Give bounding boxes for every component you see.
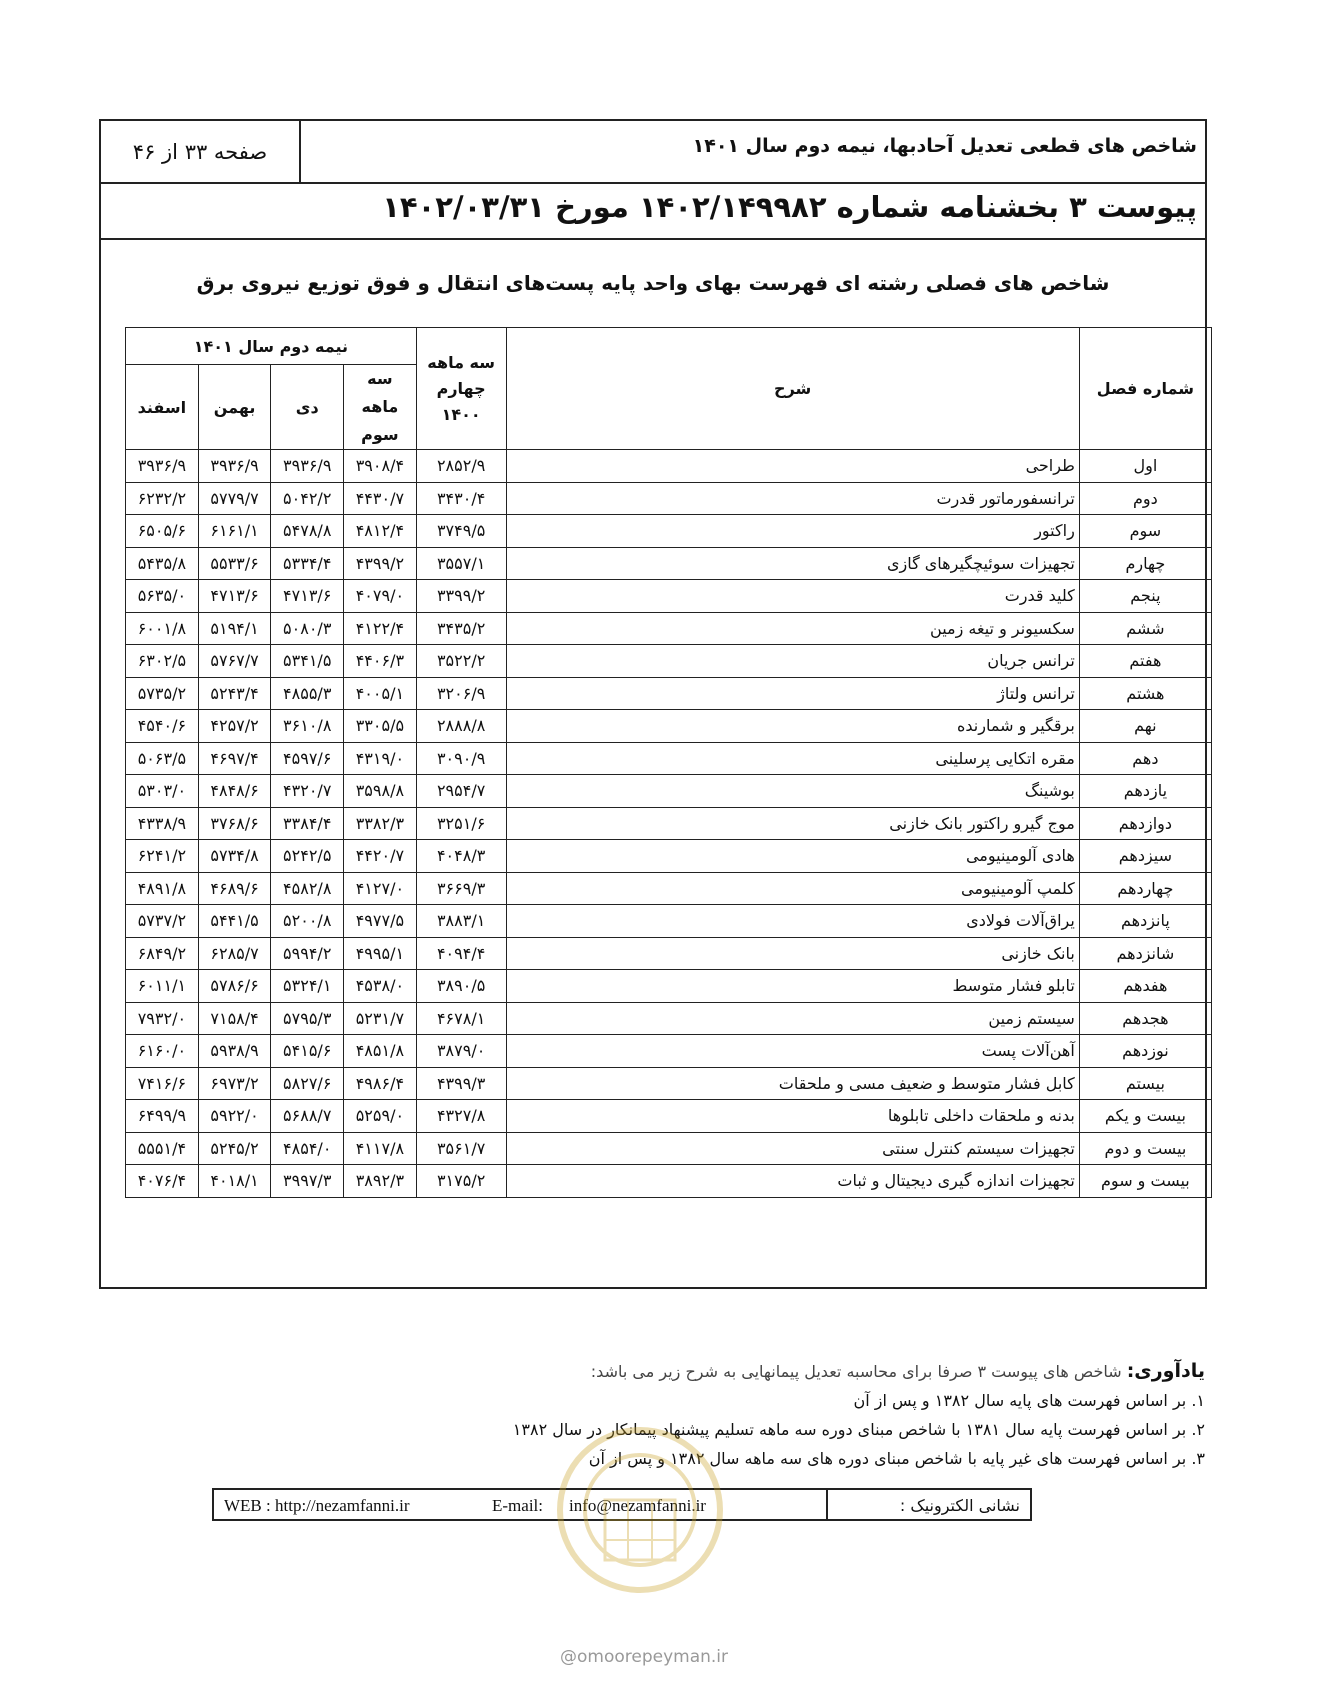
dey-cell: ۵۹۹۴/۲ — [271, 937, 344, 970]
bahman-cell: ۵۷۸۶/۶ — [198, 970, 271, 1003]
dey-cell: ۵۷۹۵/۳ — [271, 1002, 344, 1035]
q4-1400-cell: ۴۳۲۷/۸ — [416, 1100, 506, 1133]
q3-1401-cell: ۴۳۱۹/۰ — [344, 742, 417, 775]
bahman-cell: ۶۹۷۳/۲ — [198, 1067, 271, 1100]
dey-cell: ۳۹۳۶/۹ — [271, 450, 344, 483]
q3-1401-cell: ۴۱۲۲/۴ — [344, 612, 417, 645]
reminder-text: شاخص های پیوست ۳ صرفا برای محاسبه تعدیل پیمانهایی به شرح زیر می باشد: — [590, 1362, 1127, 1381]
q4-1400-cell: ۳۲۰۶/۹ — [416, 677, 506, 710]
q3-1401-cell: ۴۱۱۷/۸ — [344, 1132, 417, 1165]
chapter-number-cell: چهارم — [1079, 547, 1211, 580]
esfand-cell: ۵۳۰۳/۰ — [126, 775, 199, 808]
chapter-number-cell: دهم — [1079, 742, 1211, 775]
chapter-number-cell: پنجم — [1079, 580, 1211, 613]
table-row — [126, 970, 1212, 1003]
table-row — [126, 905, 1212, 938]
q3-1401-cell: ۴۸۵۱/۸ — [344, 1035, 417, 1068]
table-row — [126, 612, 1212, 645]
table-row — [126, 1035, 1212, 1068]
bahman-cell: ۵۷۳۴/۸ — [198, 840, 271, 873]
bahman-cell: ۶۲۸۵/۷ — [198, 937, 271, 970]
table-row — [126, 742, 1212, 775]
q4-1400-cell: ۳۸۷۹/۰ — [416, 1035, 506, 1068]
table-row — [126, 547, 1212, 580]
description-cell: سکسیونر و تیغه زمین — [506, 612, 1079, 645]
q3-1401-cell: ۴۴۳۰/۷ — [344, 482, 417, 515]
esfand-cell: ۳۹۳۶/۹ — [126, 450, 199, 483]
esfand-cell: ۵۷۳۵/۲ — [126, 677, 199, 710]
dey-cell: ۴۷۱۳/۶ — [271, 580, 344, 613]
dey-cell: ۳۹۹۷/۳ — [271, 1165, 344, 1198]
dey-cell: ۵۴۷۸/۸ — [271, 515, 344, 548]
q4-1400-cell: ۳۳۹۹/۲ — [416, 580, 506, 613]
q3-1401-cell: ۴۹۷۷/۵ — [344, 905, 417, 938]
dey-cell: ۵۳۴۱/۵ — [271, 645, 344, 678]
chapter-number-cell: پانزدهم — [1079, 905, 1211, 938]
table-row — [126, 840, 1212, 873]
header-q3 — [344, 365, 417, 450]
esfand-cell: ۵۶۳۵/۰ — [126, 580, 199, 613]
description-cell: کابل فشار متوسط و ضعیف مسی و ملحقات — [506, 1067, 1079, 1100]
esfand-cell: ۶۳۰۲/۵ — [126, 645, 199, 678]
chapter-number-cell: هجدهم — [1079, 1002, 1211, 1035]
q3-1401-cell: ۴۱۲۷/۰ — [344, 872, 417, 905]
chapter-number-cell: چهاردهم — [1079, 872, 1211, 905]
q3-1401-cell: ۴۰۰۵/۱ — [344, 677, 417, 710]
bahman-cell: ۵۹۳۸/۹ — [198, 1035, 271, 1068]
table-row — [126, 482, 1212, 515]
chapter-number-cell: شانزدهم — [1079, 937, 1211, 970]
divider — [826, 1490, 828, 1519]
description-cell: آهن‌آلات پست — [506, 1035, 1079, 1068]
esfand-cell: ۶۰۱۱/۱ — [126, 970, 199, 1003]
chapter-number-cell: بیست و دوم — [1079, 1132, 1211, 1165]
chapter-number-cell: سوم — [1079, 515, 1211, 548]
q3-1401-cell: ۴۵۳۸/۰ — [344, 970, 417, 1003]
dey-cell: ۴۸۵۵/۳ — [271, 677, 344, 710]
q3-1401-cell: ۴۴۰۶/۳ — [344, 645, 417, 678]
header-description: شرح — [506, 328, 1079, 450]
chapter-number-cell: هفتم — [1079, 645, 1211, 678]
table-row — [126, 1002, 1212, 1035]
esfand-cell: ۶۵۰۵/۶ — [126, 515, 199, 548]
chapter-number-cell: هفدهم — [1079, 970, 1211, 1003]
description-cell: کلید قدرت — [506, 580, 1079, 613]
esfand-cell: ۶۲۳۲/۲ — [126, 482, 199, 515]
q4-1400-cell: ۴۶۷۸/۱ — [416, 1002, 506, 1035]
bahman-cell: ۴۶۸۹/۶ — [198, 872, 271, 905]
chapter-number-cell: نوزدهم — [1079, 1035, 1211, 1068]
description-cell: یراق‌آلات فولادی — [506, 905, 1079, 938]
bahman-cell: ۵۲۴۵/۲ — [198, 1132, 271, 1165]
header-esfand: اسفند — [126, 365, 199, 450]
bahman-cell: ۴۶۹۷/۴ — [198, 742, 271, 775]
appendix-row — [101, 182, 1205, 240]
esfand-cell: ۵۴۳۵/۸ — [126, 547, 199, 580]
bahman-cell: ۵۵۳۳/۶ — [198, 547, 271, 580]
q4-1400-cell: ۲۹۵۴/۷ — [416, 775, 506, 808]
header-q3-line2: سوم — [361, 425, 399, 444]
table-row — [126, 1165, 1212, 1198]
reminder-label: یادآوری: — [1126, 1360, 1205, 1382]
q3-1401-cell: ۵۲۳۱/۷ — [344, 1002, 417, 1035]
description-cell: راکتور — [506, 515, 1079, 548]
header-q3-line1: سه ماهه — [361, 369, 399, 416]
description-cell: تجهیزات سیستم کنترل سنتی — [506, 1132, 1079, 1165]
description-cell: تجهیزات اندازه گیری دیجیتال و ثبات — [506, 1165, 1079, 1198]
q3-1401-cell: ۳۹۰۸/۴ — [344, 450, 417, 483]
q4-1400-cell: ۲۸۵۲/۹ — [416, 450, 506, 483]
header-row — [101, 121, 1205, 184]
esfand-cell: ۷۹۳۲/۰ — [126, 1002, 199, 1035]
q4-1400-cell: ۴۰۴۸/۳ — [416, 840, 506, 873]
table-row — [126, 1100, 1212, 1133]
description-cell: هادی آلومینیومی — [506, 840, 1079, 873]
index-table — [125, 327, 1212, 1198]
bahman-cell: ۴۰۱۸/۱ — [198, 1165, 271, 1198]
esfand-cell: ۴۰۷۶/۴ — [126, 1165, 199, 1198]
table-row — [126, 1067, 1212, 1100]
description-cell: تابلو فشار متوسط — [506, 970, 1079, 1003]
email-label: E-mail: — [492, 1496, 543, 1515]
bahman-cell: ۵۴۴۱/۵ — [198, 905, 271, 938]
q3-1401-cell: ۴۴۲۰/۷ — [344, 840, 417, 873]
chapter-number-cell: اول — [1079, 450, 1211, 483]
esfand-cell: ۶۸۴۹/۲ — [126, 937, 199, 970]
dey-cell: ۴۳۲۰/۷ — [271, 775, 344, 808]
dey-cell: ۵۸۲۷/۶ — [271, 1067, 344, 1100]
header-bahman: بهمن — [198, 365, 271, 450]
chapter-number-cell: دوم — [1079, 482, 1211, 515]
q3-1401-cell: ۴۹۹۵/۱ — [344, 937, 417, 970]
description-cell: ترانس جریان — [506, 645, 1079, 678]
esfand-cell: ۴۸۹۱/۸ — [126, 872, 199, 905]
esfand-cell: ۵۰۶۳/۵ — [126, 742, 199, 775]
q4-1400-cell: ۳۵۵۷/۱ — [416, 547, 506, 580]
chapter-number-cell: بیست و یکم — [1079, 1100, 1211, 1133]
q4-1400-cell: ۳۴۳۰/۴ — [416, 482, 506, 515]
chapter-number-cell: ششم — [1079, 612, 1211, 645]
esfand-cell: ۶۰۰۱/۸ — [126, 612, 199, 645]
table-body — [126, 450, 1212, 1198]
esfand-cell: ۴۵۴۰/۶ — [126, 710, 199, 743]
header-q4-line1: سه ماهه — [427, 352, 495, 372]
q3-1401-cell: ۳۸۹۲/۳ — [344, 1165, 417, 1198]
table-row — [126, 775, 1212, 808]
table-row — [126, 515, 1212, 548]
bahman-cell: ۵۹۲۲/۰ — [198, 1100, 271, 1133]
dey-cell: ۵۲۰۰/۸ — [271, 905, 344, 938]
description-cell: تجهیزات سوئیچگیرهای گازی — [506, 547, 1079, 580]
esfand-cell: ۶۴۹۹/۹ — [126, 1100, 199, 1133]
chapter-number-cell: بیست و سوم — [1079, 1165, 1211, 1198]
chapter-number-cell: دوازدهم — [1079, 807, 1211, 840]
q4-1400-cell: ۳۱۷۵/۲ — [416, 1165, 506, 1198]
header-q4-line2: چهارم ۱۴۰۰ — [436, 378, 486, 424]
esfand-cell: ۵۷۳۷/۲ — [126, 905, 199, 938]
watermark-text: @omoorepeyman.ir — [560, 1647, 729, 1667]
q3-1401-cell: ۵۲۵۹/۰ — [344, 1100, 417, 1133]
bahman-cell: ۴۸۴۸/۶ — [198, 775, 271, 808]
table-row — [126, 677, 1212, 710]
table-row — [126, 1132, 1212, 1165]
reminder-item: ۱. بر اساس فهرست های پایه سال ۱۳۸۲ و پس از آن — [853, 1391, 1205, 1410]
q3-1401-cell: ۳۵۹۸/۸ — [344, 775, 417, 808]
dey-cell: ۴۵۹۷/۶ — [271, 742, 344, 775]
q3-1401-cell: ۳۳۸۲/۳ — [344, 807, 417, 840]
dey-cell: ۴۸۵۴/۰ — [271, 1132, 344, 1165]
q3-1401-cell: ۴۰۷۹/۰ — [344, 580, 417, 613]
bahman-cell: ۴۲۵۷/۲ — [198, 710, 271, 743]
esfand-cell: ۶۲۴۱/۲ — [126, 840, 199, 873]
bahman-cell: ۷۱۵۸/۴ — [198, 1002, 271, 1035]
chapter-number-cell: هشتم — [1079, 677, 1211, 710]
bahman-cell: ۶۱۶۱/۱ — [198, 515, 271, 548]
description-cell: مقره اتکایی پرسلینی — [506, 742, 1079, 775]
reminder-item: ۳. بر اساس فهرست های غیر پایه با شاخص مبنای دوره های سه ماهه سال ۱۳۸۲ و پس از آن — [588, 1449, 1205, 1468]
q3-1401-cell: ۴۹۸۶/۴ — [344, 1067, 417, 1100]
description-cell: سیستم زمین — [506, 1002, 1079, 1035]
reminder-item: ۲. بر اساس فهرست پایه سال ۱۳۸۱ با شاخص مبنای دوره سه ماهه تسلیم پیشنهاد پیمانکار در سال ۱۳۸۲ — [512, 1420, 1205, 1439]
description-cell: برقگیر و شمارنده — [506, 710, 1079, 743]
bahman-cell: ۴۷۱۳/۶ — [198, 580, 271, 613]
esfand-cell: ۷۴۱۶/۶ — [126, 1067, 199, 1100]
table-row — [126, 645, 1212, 678]
esfand-cell: ۴۳۳۸/۹ — [126, 807, 199, 840]
table-row — [126, 872, 1212, 905]
q4-1400-cell: ۳۷۴۹/۵ — [416, 515, 506, 548]
q4-1400-cell: ۳۴۳۵/۲ — [416, 612, 506, 645]
description-cell: بانک خازنی — [506, 937, 1079, 970]
q4-1400-cell: ۳۲۵۱/۶ — [416, 807, 506, 840]
dey-cell: ۳۳۸۴/۴ — [271, 807, 344, 840]
table-row — [126, 807, 1212, 840]
description-cell: ترانسفورماتور قدرت — [506, 482, 1079, 515]
header-q4-1400 — [416, 328, 506, 450]
header-dey: دی — [271, 365, 344, 450]
q3-1401-cell: ۳۳۰۵/۵ — [344, 710, 417, 743]
dey-cell: ۵۳۲۴/۱ — [271, 970, 344, 1003]
web-link[interactable]: WEB : http://nezamfanni.ir — [224, 1496, 410, 1515]
header-second-half-1401: نیمه دوم سال ۱۴۰۱ — [126, 328, 417, 365]
email-link[interactable]: info@nezamfanni.ir — [569, 1496, 706, 1515]
esfand-cell: ۶۱۶۰/۰ — [126, 1035, 199, 1068]
q4-1400-cell: ۳۰۹۰/۹ — [416, 742, 506, 775]
q4-1400-cell: ۳۶۶۹/۳ — [416, 872, 506, 905]
q4-1400-cell: ۳۵۲۲/۲ — [416, 645, 506, 678]
dey-cell: ۴۵۸۲/۸ — [271, 872, 344, 905]
chapter-number-cell: یازدهم — [1079, 775, 1211, 808]
q3-1401-cell: ۴۸۱۲/۴ — [344, 515, 417, 548]
bahman-cell: ۵۷۷۹/۷ — [198, 482, 271, 515]
bahman-cell: ۵۱۹۴/۱ — [198, 612, 271, 645]
description-cell: بوشینگ — [506, 775, 1079, 808]
watermark-logo-icon — [555, 1410, 725, 1610]
esfand-cell: ۵۵۵۱/۴ — [126, 1132, 199, 1165]
description-cell: موج گیرو راکتور بانک خازنی — [506, 807, 1079, 840]
q4-1400-cell: ۴۳۹۹/۳ — [416, 1067, 506, 1100]
bahman-cell: ۳۹۳۶/۹ — [198, 450, 271, 483]
dey-cell: ۵۰۸۰/۳ — [271, 612, 344, 645]
table-row — [126, 937, 1212, 970]
document-title: شاخص های قطعی تعدیل آحادبها، نیمه دوم سال ۱۴۰۱ — [692, 135, 1197, 157]
bahman-cell: ۵۷۶۷/۷ — [198, 645, 271, 678]
bahman-cell: ۵۲۴۳/۴ — [198, 677, 271, 710]
dey-cell: ۵۰۴۲/۲ — [271, 482, 344, 515]
dey-cell: ۵۶۸۸/۷ — [271, 1100, 344, 1133]
table-row — [126, 450, 1212, 483]
chapter-number-cell: نهم — [1079, 710, 1211, 743]
description-cell: بدنه و ملحقات داخلی تابلوها — [506, 1100, 1079, 1133]
q4-1400-cell: ۳۵۶۱/۷ — [416, 1132, 506, 1165]
table-subtitle: شاخص های فصلی رشته ای فهرست بهای واحد پایه پست‌های انتقال و فوق توزیع نیروی برق — [196, 271, 1110, 295]
description-cell: ترانس ولتاژ — [506, 677, 1079, 710]
appendix-title: پیوست ۳ بخشنامه شماره ۱۴۰۲/۱۴۹۹۸۲ مورخ ۱۴۰۲/۰۳/۳۱ — [382, 190, 1197, 224]
table-row — [126, 710, 1212, 743]
dey-cell: ۵۴۱۵/۶ — [271, 1035, 344, 1068]
q4-1400-cell: ۳۸۹۰/۵ — [416, 970, 506, 1003]
q4-1400-cell: ۲۸۸۸/۸ — [416, 710, 506, 743]
table-row — [126, 580, 1212, 613]
chapter-number-cell: بیستم — [1079, 1067, 1211, 1100]
description-cell: کلمپ آلومینیومی — [506, 872, 1079, 905]
reminder-intro — [125, 1357, 1205, 1386]
bahman-cell: ۳۷۶۸/۶ — [198, 807, 271, 840]
description-cell: طراحی — [506, 450, 1079, 483]
q4-1400-cell: ۳۸۸۳/۱ — [416, 905, 506, 938]
dey-cell: ۳۶۱۰/۸ — [271, 710, 344, 743]
q4-1400-cell: ۴۰۹۴/۴ — [416, 937, 506, 970]
dey-cell: ۵۲۴۲/۵ — [271, 840, 344, 873]
header-chapter-number: شماره فصل — [1079, 328, 1211, 450]
contact-label: نشانی الکترونیک : — [899, 1496, 1020, 1515]
page-number: صفحه ۳۳ از ۴۶ — [101, 121, 301, 182]
dey-cell: ۵۳۳۴/۴ — [271, 547, 344, 580]
q3-1401-cell: ۴۳۹۹/۲ — [344, 547, 417, 580]
chapter-number-cell: سیزدهم — [1079, 840, 1211, 873]
